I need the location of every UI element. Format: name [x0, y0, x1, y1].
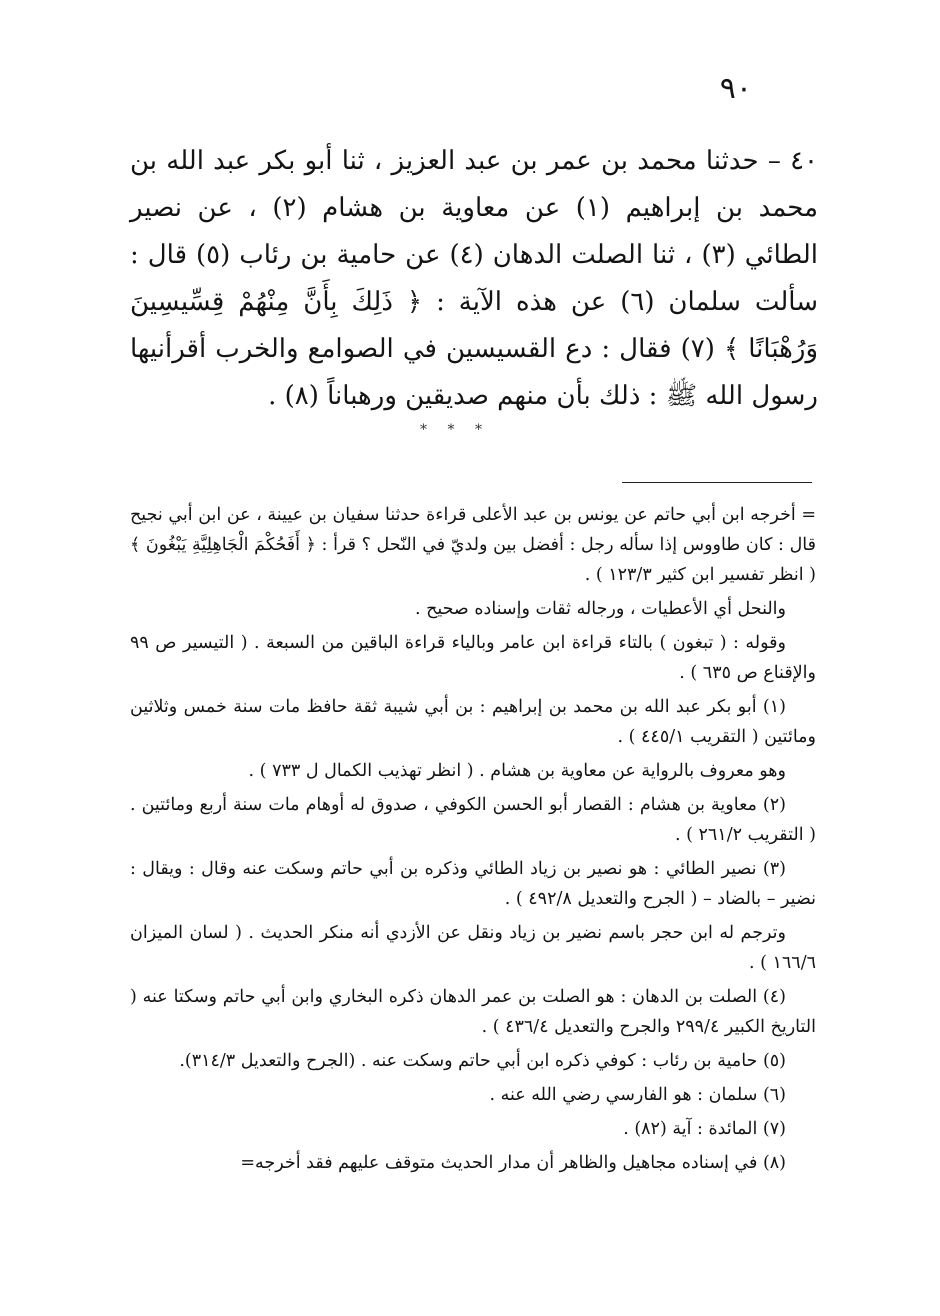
page-number: ٩٠: [719, 71, 752, 106]
footnote-3: (٣) نصير الطائي : هو نصير بن زياد الطائي وذكره بن أبي حاتم وسكت عنه وقال : ويقال : نضير – بالضاد – ( الجرح والتعديل ٤٩٢/٨ ) .: [130, 859, 816, 909]
footnote-paragraph: وهو معروف بالرواية عن معاوية بن هشام . ( انظر تهذيب الكمال ل ٧٣٣ ) .: [248, 761, 786, 781]
footnote-8: (٨) في إسناده مجاهيل والظاهر أن مدار الحديث متوقف عليهم فقد أخرجه=: [240, 1153, 786, 1173]
hadith-text: ٤٠ – حدثنا محمد بن عمر بن عبد العزيز ، ثنا أبو بكر عبد الله بن محمد بن إبراهيم (١) عن معاوية بن هشام (٢) ، عن نصير الطائي (٣) ، ثنا الصلت الدهان (٤) عن حامية بن رئاب (٥) قال : سألت سلمان (٦) عن هذه الآية : ﴿ ذَلِكَ بِأَنَّ مِنْهُمْ قِسِّيسِينَ وَرُهْبَانًا ﴾ (٧) فقال : دع القسيسين في الصوامع والخرب أقرأنيها رسول الله ﷺ : ذلك بأن منهم صديقين ورهباناً (٨) .: [130, 146, 819, 411]
footnote-paragraph: وترجم له ابن حجر باسم نضير بن زياد ونقل عن الأزدي أنه منكر الحديث . ( لسان الميزان ١٦٦/٦ ) .: [130, 923, 816, 973]
footnote-1: (١) أبو بكر عبد الله بن محمد بن إبراهيم : بن أبي شيبة ثقة حافظ مات سنة خمس وثلاثين ومائتين ( التقريب ٤٤٥/١ ) .: [130, 697, 816, 747]
section-separator: * * *: [420, 422, 490, 438]
footnote-5: (٥) حامية بن رئاب : كوفي ذكره ابن أبي حاتم وسكت عنه . (الجرح والتعديل ٣١٤/٣).: [179, 1051, 786, 1071]
footnote-continuation: = أخرجه ابن أبي حاتم عن يونس بن عبد الأعلى قراءة حدثنا سفيان بن عيينة ، عن ابن أبي نجيح قال : كان طاووس إذا سأله رجل : أفضل بين ولديّ في النّحل ؟ قرأ : ﴿ أَفَحُكْمَ الْجَاهِلِيَّةِ يَبْغُونَ ﴾ ( انظر تفسير ابن كثير ١٢٣/٣ ) .: [130, 505, 816, 585]
footnote-paragraph: والنحل أي الأعطيات ، ورجاله ثقات وإسناده صحيح .: [414, 599, 786, 619]
footnotes: [130, 500, 816, 1182]
footnote-7: (٧) المائدة : آية (٨٢) .: [623, 1119, 786, 1139]
footnote-paragraph: وقوله : ( تبغون ) بالتاء قراءة ابن عامر وبالياء قراءة الباقين من السبعة . ( التيسير ص ٩٩ والإقناع ص ٦٣٥ ) .: [130, 633, 816, 683]
footnote-divider: [622, 482, 812, 483]
footnote-6: (٦) سلمان : هو الفارسي رضي الله عنه .: [489, 1085, 786, 1105]
footnote-4: (٤) الصلت بن الدهان : هو الصلت بن عمر الدهان ذكره البخاري وابن أبي حاتم وسكتا عنه ( التاريخ الكبير ٢٩٩/٤ والجرح والتعديل ٤٣٦/٤ ) .: [130, 987, 816, 1037]
footnote-2: (٢) معاوية بن هشام : القصار أبو الحسن الكوفي ، صدوق له أوهام مات سنة أربع ومائتين . ( التقريب ٢٦١/٢ ) .: [130, 795, 816, 845]
